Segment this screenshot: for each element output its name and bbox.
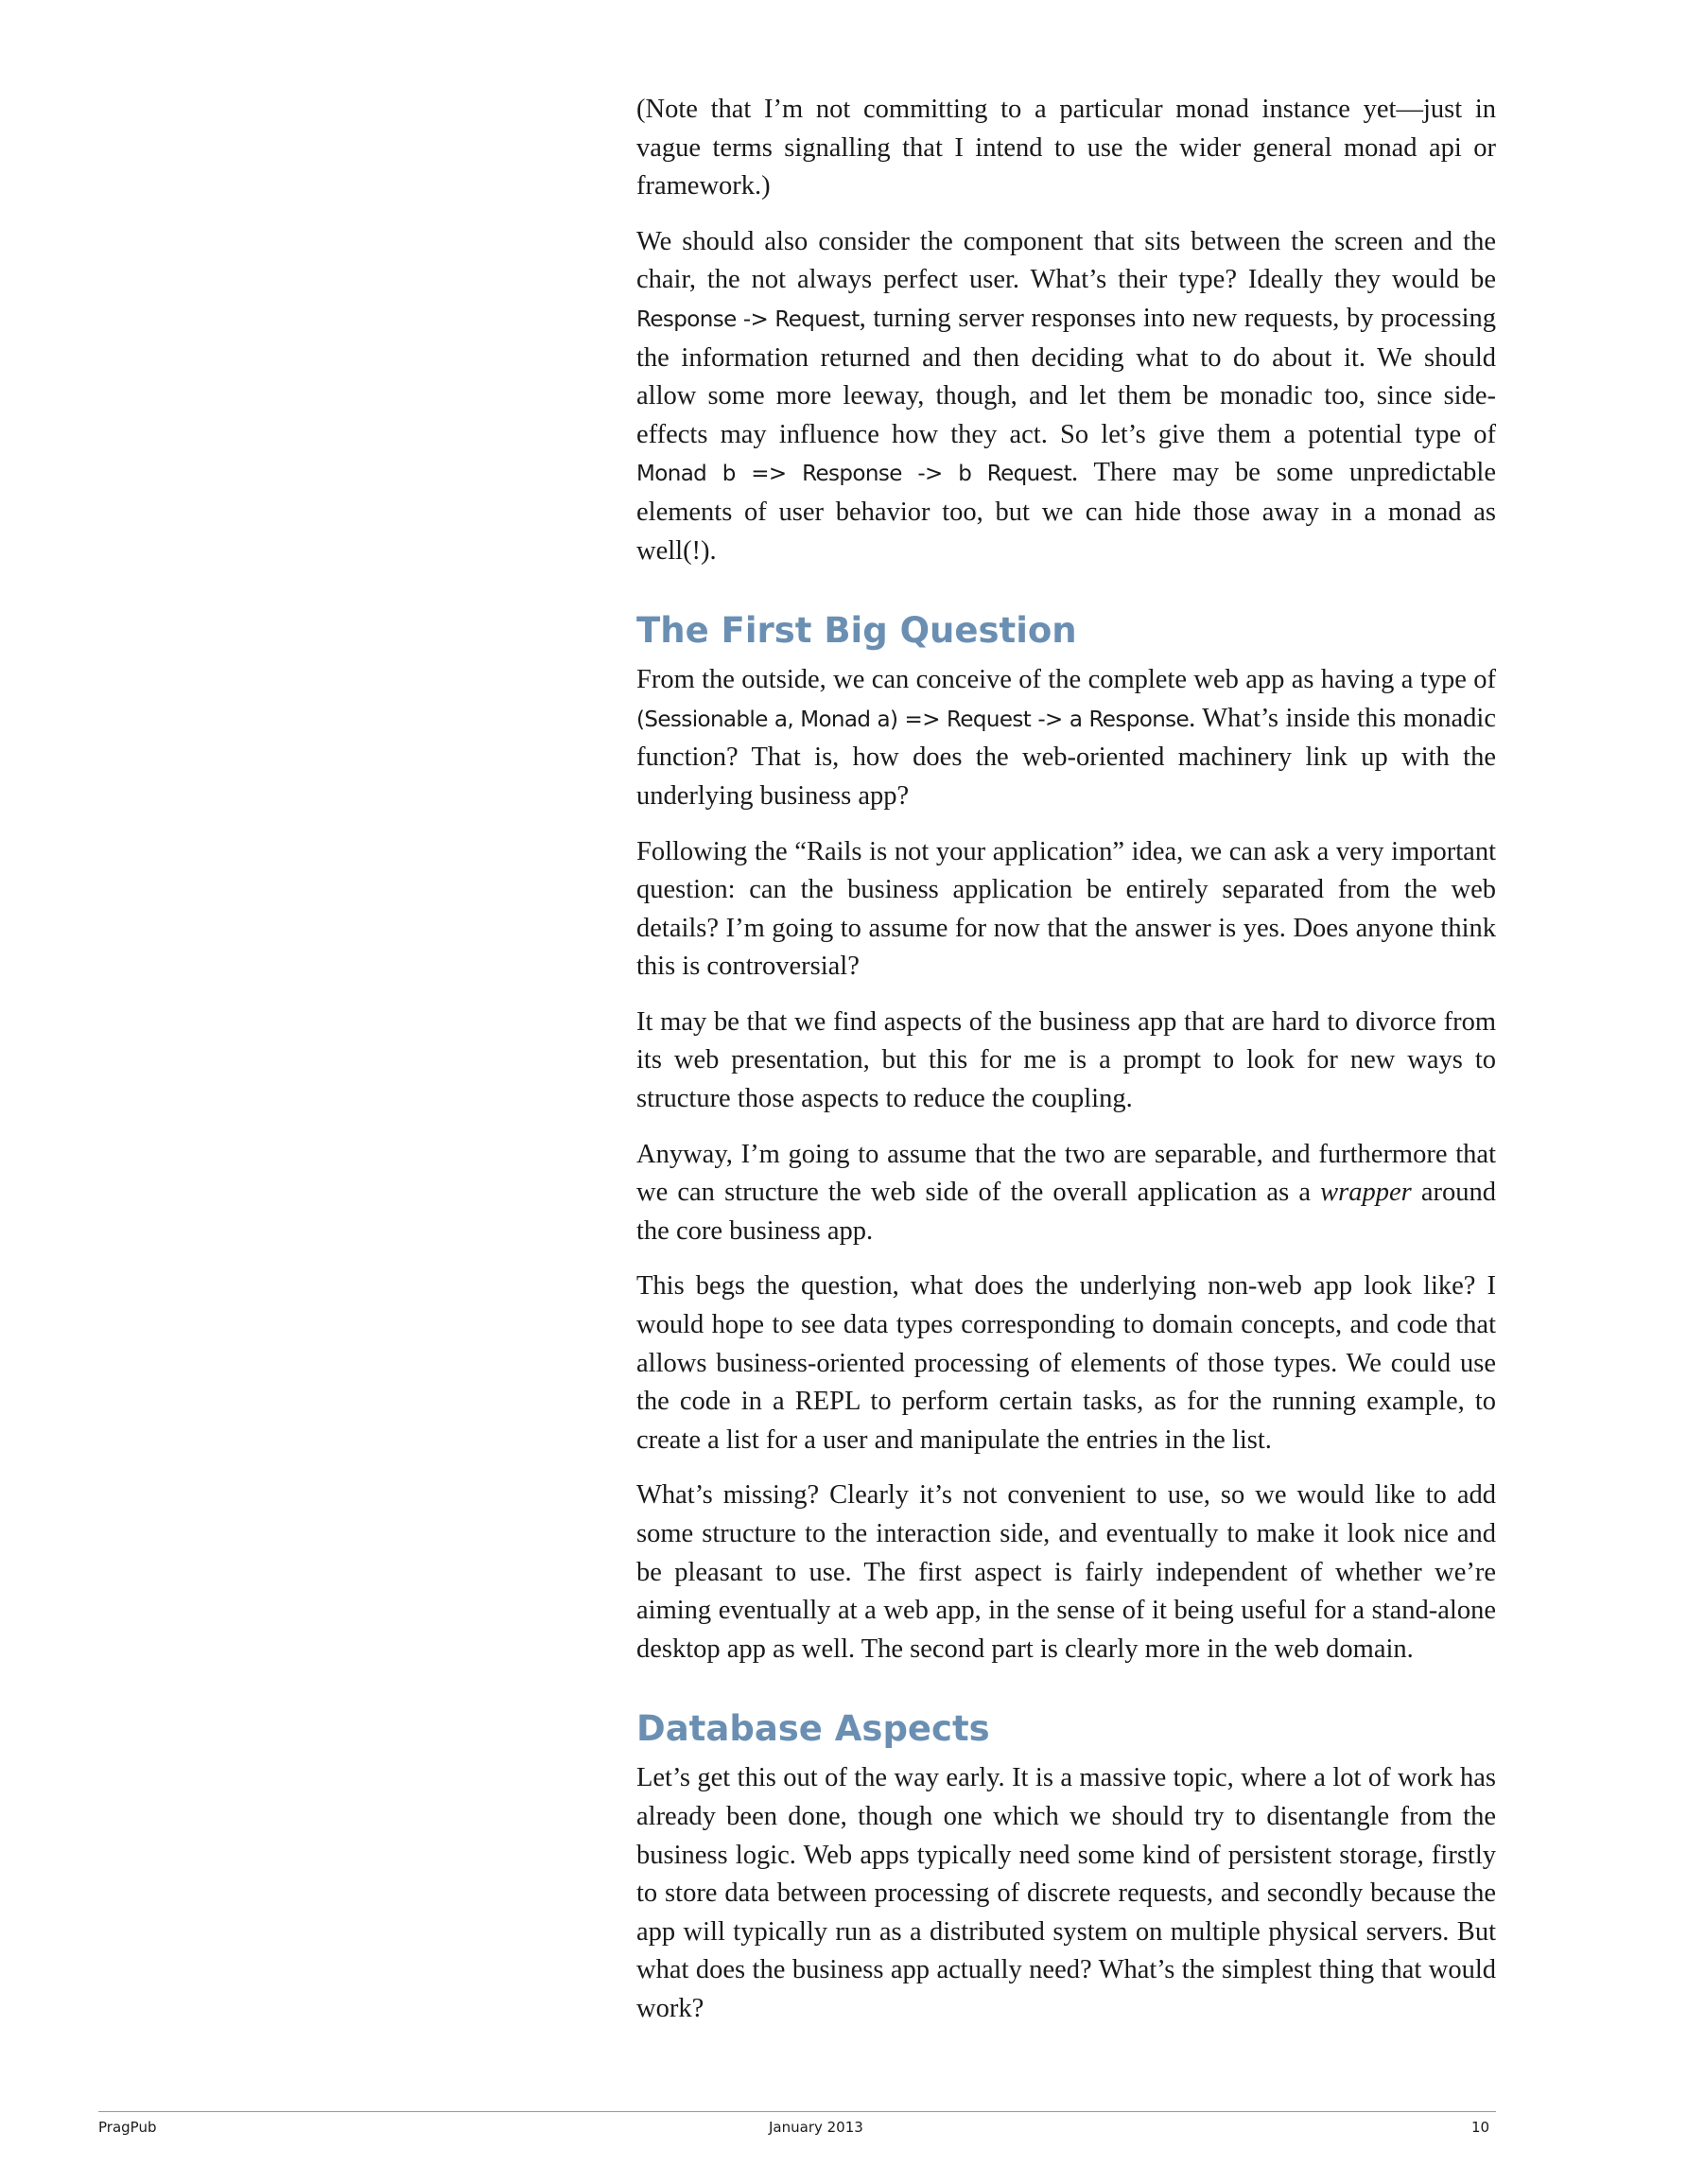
text-span: . There may be some unpredictable elements of user behavior too, but we can hide those away in a monad as well(!). <box>636 458 1496 566</box>
paragraph-non-web-app: This begs the question, what does the underlying non-web app look like? I would hope to see data types corresponding to domain concepts, and code that allows business-oriented processing of elements of those types. We could use the code in a REPL to perform certain tasks, as for the running example, to create a list for a user and manipulate the entries in the list. <box>636 1271 1496 1455</box>
paragraph-wrapper <box>636 1136 1496 1251</box>
text-span: . What’s inside this monadic function? That is, how does the web-oriented machinery link up with the underlying business app? <box>636 703 1497 811</box>
footer-date: January 2013 <box>769 2119 863 2136</box>
paragraph-monad-note: (Note that I’m not committing to a particular monad instance yet—just in vague terms signalling that I intend to use the wider general monad api or framework.) <box>636 95 1496 201</box>
code-web-app-type: (Sessionable a, Monad a) => Request -> a Response <box>636 707 1190 732</box>
footer-publication: PragPub <box>98 2119 157 2136</box>
paragraph-coupling: It may be that we find aspects of the business app that are hard to divorce from its web presentation, but this for me is a prompt to look for new ways to structure those aspects to reduce the coupling. <box>636 1006 1496 1114</box>
paragraph-rails-idea: Following the “Rails is not your application” idea, we can ask a very important question: can the business application be entirely separated from the web details? I’m going to assume for now that the answer is yes. Does anyone think this is controversial? <box>636 836 1496 982</box>
text-span: around the core business app. <box>636 1178 1497 1246</box>
paragraph-user-type <box>636 223 1496 570</box>
text-span: From the outside, we can conceive of the complete web app as having a type of <box>636 665 1496 695</box>
footer-divider <box>98 2111 1496 2112</box>
paragraph-web-app-type <box>636 661 1496 815</box>
section-heading-first-big-question: The First Big Question <box>636 610 1077 652</box>
paragraph-database: Let’s get this out of the way early. It is a massive topic, where a lot of work has already been done, though one which we should try to disentangle from the business logic. Web apps typically need some kind of persistent storage, firstly to store data between processing of discrete requests, and secondly because the app will typically run as a distributed system on multiple physical servers. But what does the business app actually need? What’s the simplest thing that would work? <box>636 1763 1496 2023</box>
paragraph-whats-missing: What’s missing? Clearly it’s not convenient to use, so we would like to add some structure to the interaction side, and eventually to make it look nice and be pleasant to use. The first aspect is fairly independent of whether we’re aiming eventually at a web app, in the sense of it being useful for a stand-alone desktop app as well. The second part is clearly more in the web domain. <box>636 1480 1496 1664</box>
text-span: Anyway, I’m going to assume that the two are separable, and furthermore that we can structure the web side of the overall application as a <box>636 1139 1496 1208</box>
article-body <box>636 91 1496 2046</box>
footer-page-number: 10 <box>1471 2119 1490 2136</box>
code-monad-user-type: Monad b => Response -> b Request <box>636 462 1071 487</box>
section-heading-database-aspects: Database Aspects <box>636 1708 990 1750</box>
text-span: , turning server responses into new requests, by processing the information returned and then deciding what to do about it. We should allow some more leeway, though, and let them be monadic too, since side-effects may influence how they act. So let’s give them a potential type of <box>636 303 1496 449</box>
code-response-request: Response -> Request <box>636 306 860 332</box>
text-span: We should also consider the component that sits between the screen and the chair, the not always perfect user. What’s their type? Ideally they would be <box>636 226 1496 295</box>
emphasis-wrapper: wrapper <box>1320 1178 1412 1208</box>
